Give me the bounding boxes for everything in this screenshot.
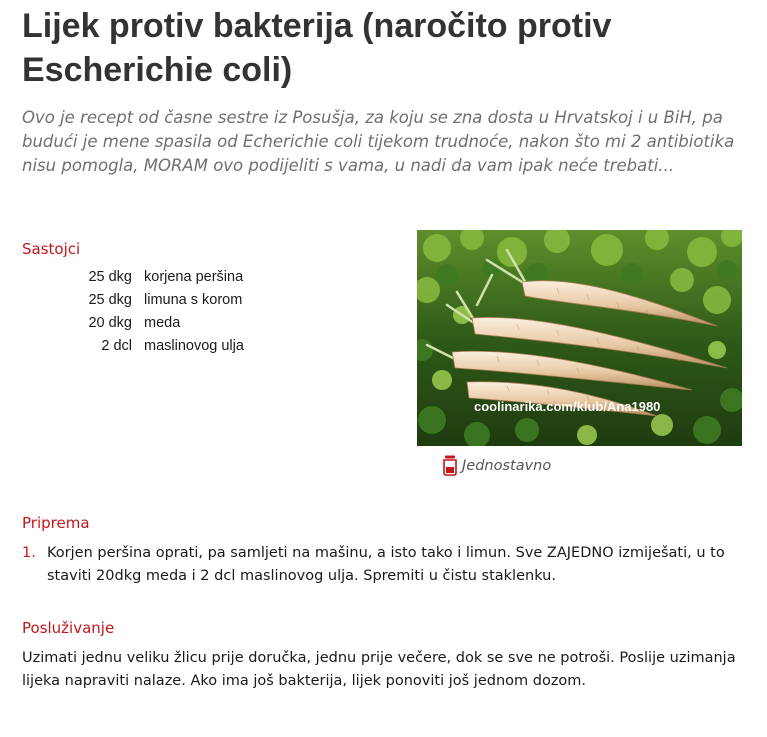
recipe-photo[interactable] <box>417 230 742 446</box>
ingredient-amount: 25 dkg <box>88 292 132 308</box>
difficulty-indicator <box>442 455 551 476</box>
ingredient-row <box>40 335 244 358</box>
recipe-intro: Ovo je recept od časne sestre iz Posušja, za koju se zna dosta u Hrvatskoj i u BiH, pa budući je mene spasila od Echerichie coli tijekom trudnoće, nakon što mi 2 antibiotika nisu pomogla, MORAM ovo podijeliti s vama, u nadi da vam ipak neće trebati... <box>22 108 735 175</box>
step-item <box>22 542 752 588</box>
ingredient-name: meda <box>144 315 181 331</box>
photo-watermark: coolinarika.com/klub/Ana1980 <box>474 399 661 414</box>
ingredient-name: limuna s korom <box>144 292 243 308</box>
ingredient-amount: 2 dcl <box>101 338 132 354</box>
recipe-title: Lijek protiv bakterija (naročito protiv Escherichie coli) <box>22 7 612 89</box>
ingredient-row <box>40 266 244 289</box>
jar-icon <box>442 455 458 476</box>
preparation-heading: Priprema <box>22 514 90 532</box>
difficulty-label: Jednostavno <box>462 457 552 474</box>
ingredient-name: korjena peršina <box>144 269 244 285</box>
serving-text: Uzimati jednu veliku žlicu prije doručka, jednu prije večere, dok se sve ne potroši. Poslije uzimanja lijeka napraviti nalaze. Ako ima još bakterija, lijek ponoviti još jednom dozom. <box>22 650 736 689</box>
ingredients-list <box>40 266 244 358</box>
preparation-steps <box>22 542 752 588</box>
ingredient-name: maslinovog ulja <box>144 338 244 354</box>
ingredient-row <box>40 312 244 335</box>
ingredient-row <box>40 289 244 312</box>
step-number: 1. <box>22 545 36 561</box>
serving-heading: Posluživanje <box>22 619 115 637</box>
step-text: Korjen peršina oprati, pa samljeti na mašinu, a isto tako i limun. Sve ZAJEDNO izmiješati, u to staviti 20dkg meda i 2 dcl maslinovog ulja. Spremiti u čistu staklenku. <box>47 545 725 584</box>
ingredients-heading: Sastojci <box>22 240 81 258</box>
ingredient-amount: 20 dkg <box>88 315 132 331</box>
ingredient-amount: 25 dkg <box>88 269 132 285</box>
